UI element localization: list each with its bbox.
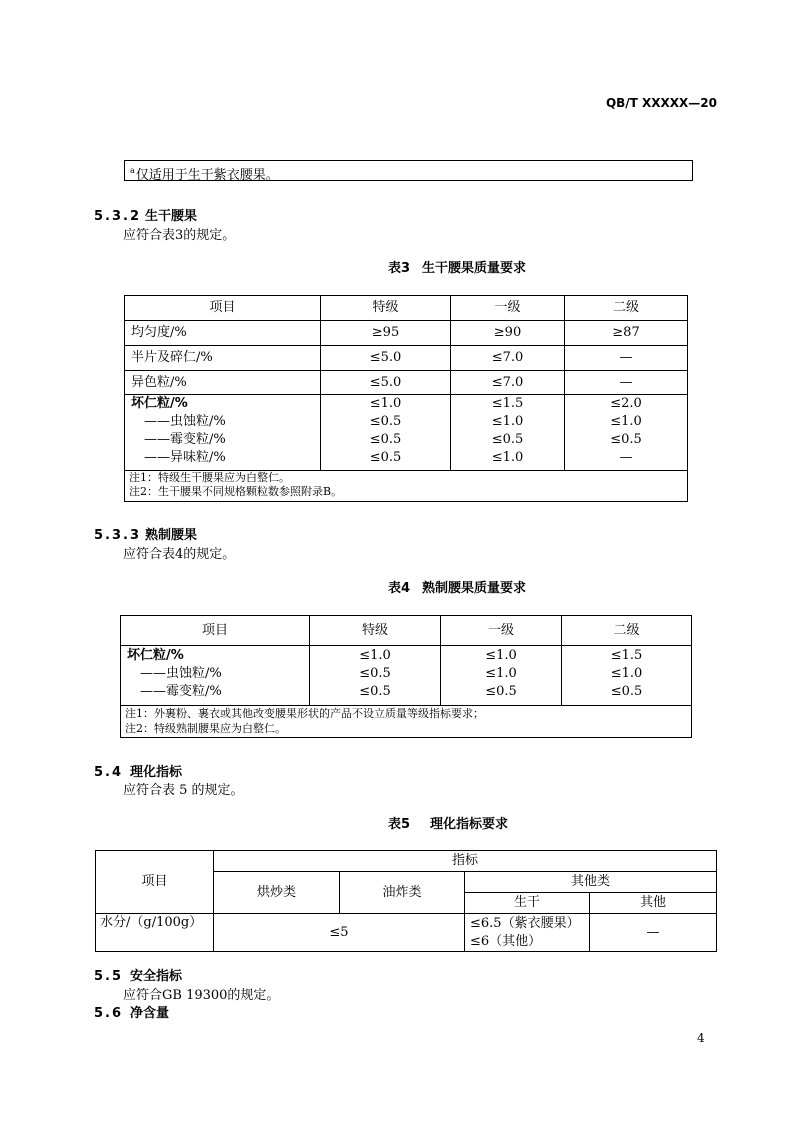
- column-header-grade-special: 特级: [310, 616, 441, 646]
- column-header-item: 项目: [125, 296, 321, 321]
- table-notes: [125, 471, 688, 502]
- footnote-box: [124, 160, 693, 181]
- row-item: 半片及碎仁/%: [125, 346, 321, 371]
- column-header-raw: 生干: [465, 893, 590, 914]
- column-header-grade-1: 一级: [441, 616, 562, 646]
- row-value: ≤7.0: [451, 371, 565, 395]
- sub-value: ≤0.5: [369, 414, 402, 429]
- sub-value: ≤1.0: [610, 666, 643, 681]
- group-value: ≤1.0: [359, 648, 391, 663]
- column-header-grade-2: 二级: [562, 616, 692, 646]
- row-value-baked-fried: ≤5: [214, 914, 465, 952]
- group-values-grade-1: [441, 646, 562, 706]
- row-value: —: [565, 346, 688, 371]
- group-items: [121, 646, 310, 706]
- column-header-baked: 烘炒类: [214, 872, 340, 914]
- section-title: 熟制腰果: [145, 528, 198, 543]
- table-row: [96, 914, 717, 952]
- column-header-other: 其他: [590, 893, 717, 914]
- group-item: 坏仁粒/%: [127, 648, 184, 663]
- group-items: [125, 395, 321, 471]
- sub-value: —: [619, 450, 633, 465]
- sub-value: ≤1.0: [491, 414, 524, 429]
- section-number: 5.5: [94, 969, 124, 984]
- table-row-group: [125, 395, 688, 471]
- sub-value: ≤0.5: [610, 432, 642, 447]
- raw-value-line: ≤6.5（紫衣腰果）: [470, 916, 580, 931]
- table-note: 注1：特级生干腰果应为白整仁。: [129, 471, 290, 484]
- section-body-5-5: 应符合GB 19300的规定。: [123, 988, 280, 1003]
- sub-value: ≤0.5: [369, 450, 402, 465]
- section-title: 生干腰果: [145, 209, 198, 224]
- group-values-special: [321, 395, 451, 471]
- column-header-indicator: 指标: [214, 851, 717, 872]
- section-body-5-3-3: 应符合表4的规定。: [123, 547, 236, 562]
- raw-value-line: ≤6（其他）: [470, 934, 542, 949]
- table-notes: [121, 706, 692, 738]
- table-note: 注1：外裹粉、裹衣或其他改变腰果形状的产品不设立质量等级指标要求；: [125, 707, 484, 720]
- sub-item: ——霉变粒/%: [144, 432, 226, 447]
- column-header-other-type: 其他类: [465, 872, 717, 893]
- sub-value: ≤1.0: [491, 450, 524, 465]
- table-row: [125, 321, 688, 346]
- table-row: [125, 371, 688, 395]
- row-value: ≥95: [321, 321, 451, 346]
- section-title: 安全指标: [130, 969, 183, 984]
- group-value: ≤1.0: [369, 396, 402, 411]
- column-header-grade-1: 一级: [451, 296, 565, 321]
- section-body-5-3-2: 应符合表3的规定。: [123, 228, 236, 243]
- section-number: 5.4: [94, 765, 124, 780]
- caption-title: 理化指标要求: [430, 817, 509, 832]
- sub-value: ≤0.5: [610, 684, 643, 699]
- caption-number: 表3: [388, 261, 411, 276]
- table-header-row: [125, 296, 688, 321]
- section-title: 净含量: [130, 1006, 170, 1021]
- sub-item: ——虫蚀粒/%: [144, 414, 226, 429]
- row-value: ≥87: [565, 321, 688, 346]
- sub-item: ——异味粒/%: [144, 450, 226, 465]
- row-value: ≤7.0: [451, 346, 565, 371]
- group-value: ≤1.0: [485, 648, 517, 663]
- section-heading-5-3-3: [94, 528, 197, 544]
- table-note: 注2：特级熟制腰果应为白整仁。: [125, 722, 286, 735]
- section-heading-5-3-2: [94, 209, 197, 225]
- caption-number: 表5: [388, 817, 411, 832]
- table-5-caption: [388, 817, 508, 833]
- sub-value: ≤1.0: [485, 666, 517, 681]
- column-header-fried: 油炸类: [340, 872, 465, 914]
- group-value: ≤1.5: [491, 396, 524, 411]
- table-notes-row: [125, 471, 688, 502]
- section-number: 5.3.3: [94, 528, 142, 543]
- section-body-5-4: 应符合表 5 的规定。: [123, 783, 244, 798]
- sub-value: ≤0.5: [369, 432, 402, 447]
- table-header-row: [121, 616, 692, 646]
- caption-number: 表4: [388, 581, 411, 596]
- section-number: 5.3.2: [94, 209, 142, 224]
- row-value: ≤5.0: [321, 371, 451, 395]
- section-heading-5-5: [94, 969, 182, 985]
- group-values-grade-2: [562, 646, 692, 706]
- column-header-item: 项目: [96, 851, 214, 914]
- column-header-grade-2: 二级: [565, 296, 688, 321]
- section-heading-5-4: [94, 765, 182, 781]
- page-number: 4: [697, 1031, 705, 1045]
- footnote-marker: a: [130, 166, 135, 175]
- row-value: ≤5.0: [321, 346, 451, 371]
- table-notes-row: [121, 706, 692, 738]
- sub-value: ≤0.5: [485, 684, 517, 699]
- row-item: 异色粒/%: [125, 371, 321, 395]
- row-value: ≥90: [451, 321, 565, 346]
- column-header-grade-special: 特级: [321, 296, 451, 321]
- group-value: ≤1.5: [610, 648, 643, 663]
- table-header-row: [96, 851, 717, 872]
- caption-title: 熟制腰果质量要求: [422, 581, 527, 596]
- sub-value: ≤1.0: [610, 414, 642, 429]
- group-value: ≤2.0: [610, 396, 642, 411]
- table-note: 注2：生干腰果不同规格颗粒数参照附录B。: [129, 485, 343, 498]
- row-value-raw: [465, 914, 590, 952]
- group-item: 坏仁粒/%: [131, 396, 188, 411]
- section-heading-5-6: [94, 1006, 169, 1022]
- table-row: [125, 346, 688, 371]
- caption-title: 生干腰果质量要求: [422, 261, 527, 276]
- section-title: 理化指标: [130, 765, 183, 780]
- document-code-header: QB/T XXXXX—20: [605, 96, 717, 110]
- group-values-grade-2: [565, 395, 688, 471]
- table-3: [124, 295, 688, 502]
- table-4-caption: [388, 581, 526, 597]
- footnote-text: 仅适用于生干紫衣腰果。: [135, 168, 279, 183]
- table-4: [120, 615, 692, 738]
- table-5: [95, 850, 717, 952]
- sub-item: ——虫蚀粒/%: [140, 666, 222, 681]
- group-values-grade-1: [451, 395, 565, 471]
- row-item: 水分/（g/100g）: [96, 914, 214, 952]
- column-header-item: 项目: [121, 616, 310, 646]
- sub-value: ≤0.5: [359, 666, 391, 681]
- table-3-caption: [388, 261, 526, 277]
- sub-value: ≤0.5: [359, 684, 391, 699]
- row-value-other: —: [590, 914, 717, 952]
- sub-value: ≤0.5: [491, 432, 524, 447]
- group-values-special: [310, 646, 441, 706]
- row-item: 均匀度/%: [125, 321, 321, 346]
- table-row-group: [121, 646, 692, 706]
- section-number: 5.6: [94, 1006, 124, 1021]
- row-value: —: [565, 371, 688, 395]
- sub-item: ——霉变粒/%: [140, 684, 222, 699]
